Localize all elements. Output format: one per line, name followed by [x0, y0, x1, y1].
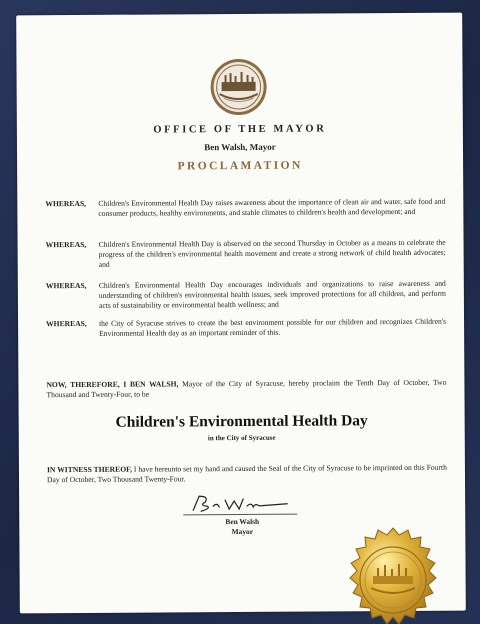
signatory-name: Ben Walsh — [225, 516, 260, 527]
whereas-keyword: WHEREAS, — [45, 280, 87, 291]
whereas-text: Children's Environmental Health Day is observed on the second Thursday in October as a means to celebrate the progress of the children's environmental health movement and create a strong network of child health advocates; and — [98, 237, 446, 270]
gold-foil-seal-icon — [333, 520, 453, 624]
handwritten-signature — [185, 492, 295, 515]
city-seal-icon — [209, 58, 267, 116]
whereas-clause — [46, 317, 446, 340]
proclaim-paragraph — [46, 378, 446, 401]
signatory-title: Mayor — [231, 526, 254, 537]
whereas-text: Children's Environmental Health Day encourages individuals and organizations to raise awareness and understanding of children's environmental health issues, seek improved protections for all children, and perform acts of sustainability or environmental health wellness; and — [98, 278, 446, 311]
mayor-name: Ben Walsh, Mayor — [204, 141, 276, 153]
day-subtitle: in the City of Syracuse — [207, 433, 276, 443]
proclaim-lead: NOW, THEREFORE, I BEN WALSH, — [46, 379, 179, 390]
whereas-clause — [45, 197, 445, 220]
whereas-keyword: WHEREAS, — [45, 198, 87, 209]
whereas-clause — [46, 279, 446, 312]
whereas-text: Children's Environmental Health Day raises awareness about the importance of clean air and water, safe food and consumer products, healthy environments, and stable climates to children's health and development; and — [98, 196, 446, 219]
office-heading: OFFICE OF THE MAYOR — [153, 123, 327, 136]
whereas-keyword: WHEREAS, — [45, 239, 87, 250]
proclaim-text: Mayor of the City of Syracuse, hereby proclaim the Tenth Day of October, Two Thousand and Twenty-Four, to be — [46, 377, 447, 400]
witness-paragraph — [47, 463, 447, 486]
whereas-text: the City of Syracuse strives to create the best environment possible for our children and recognizes Children's Environmental Health day as an important reminder of this. — [99, 316, 447, 339]
whereas-keyword: WHEREAS, — [46, 318, 87, 329]
whereas-clause — [46, 238, 446, 271]
signature-line — [183, 514, 297, 516]
day-title: Children's Environmental Health Day — [115, 412, 368, 431]
witness-lead: IN WITNESS THEREOF, — [46, 464, 132, 475]
witness-text: I have hereunto set my hand and caused the Seal of the City of Syracuse to be imprinted on this Fourth Day of October, Two Thousand Twenty-Four. — [46, 462, 447, 485]
proclamation-heading: PROCLAMATION — [177, 159, 303, 173]
